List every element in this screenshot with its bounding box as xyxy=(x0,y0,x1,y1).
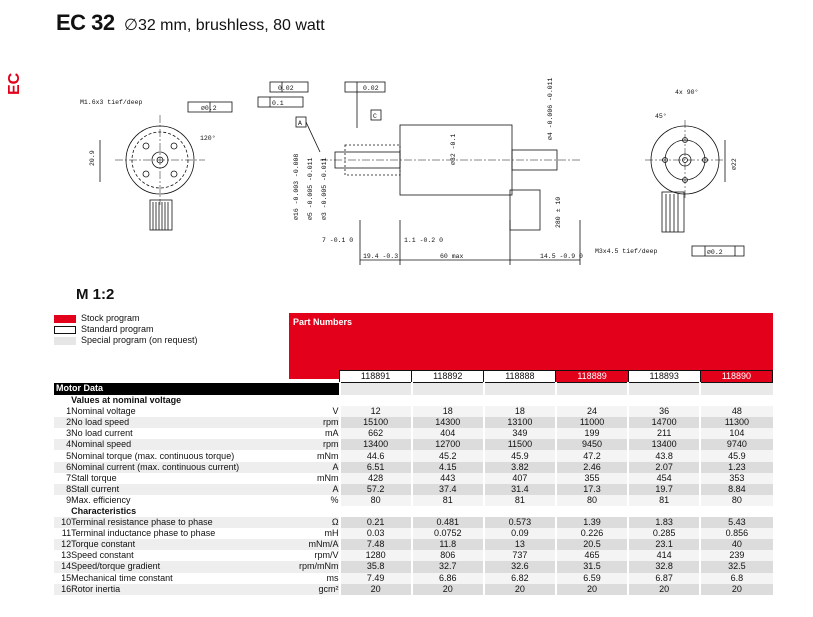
row-value: 13400 xyxy=(628,439,700,450)
row-value: 428 xyxy=(340,473,412,484)
table-row xyxy=(54,406,773,417)
spacer-cell xyxy=(556,395,628,406)
row-value: 0.285 xyxy=(628,528,700,539)
row-value: 6.86 xyxy=(412,573,484,584)
page-subtitle: ∅32 mm, brushless, 80 watt xyxy=(124,17,325,34)
spacer-cell xyxy=(71,371,279,383)
row-value: 1280 xyxy=(340,550,412,561)
row-unit: rpm xyxy=(279,417,340,428)
body-dia-label: ∅32 -0.1 xyxy=(450,133,457,165)
row-value: 40 xyxy=(700,539,772,550)
len1-label: 7 -0.1 0 xyxy=(322,237,354,244)
row-unit: V xyxy=(332,406,339,417)
row-value: 104 xyxy=(700,428,772,439)
row-value: 7.49 xyxy=(340,573,412,584)
side-tag: EC xyxy=(6,72,23,95)
row-value: 8.84 xyxy=(700,484,772,495)
row-value: 407 xyxy=(484,473,556,484)
row-value: 6.59 xyxy=(556,573,628,584)
runout-label: 0.02 xyxy=(278,85,294,92)
row-unit: rpm/mNm xyxy=(279,561,340,572)
legend-item-standard xyxy=(54,324,198,335)
row-value: 17.3 xyxy=(556,484,628,495)
table-row xyxy=(54,428,773,439)
section-title: Characteristics xyxy=(71,505,137,516)
row-number: 10 xyxy=(54,517,71,528)
row-value: 47.2 xyxy=(556,450,628,461)
row-value: 32.8 xyxy=(628,561,700,572)
spacer-cell xyxy=(412,395,484,406)
row-value: 31.4 xyxy=(484,484,556,495)
row-value: 24 xyxy=(556,406,628,417)
row-value: 465 xyxy=(556,550,628,561)
datum-c-label: C xyxy=(373,113,377,120)
row-number: 3 xyxy=(66,428,72,439)
row-unit: A xyxy=(279,484,340,495)
row-value: 45.9 xyxy=(484,450,556,461)
legend-item-stock xyxy=(54,313,198,324)
scale-label: M 1:2 xyxy=(76,286,115,303)
row-unit: gcm² xyxy=(279,584,340,595)
part-number-cell[interactable]: 118888 xyxy=(484,371,556,383)
table-row xyxy=(54,439,773,450)
spacer-cell xyxy=(54,371,71,383)
row-number: 9 xyxy=(66,494,72,505)
spacer-cell xyxy=(556,506,628,517)
legend-swatch-standard xyxy=(54,326,76,334)
shaft2-label: ∅5 -0.005 -0.011 xyxy=(307,157,314,220)
part-number-row xyxy=(54,371,773,383)
row-label: Nominal torque (max. continuous torque) xyxy=(71,450,235,461)
legend-label-special: Special program (on request) xyxy=(81,335,198,345)
row-value: 31.5 xyxy=(556,561,628,572)
row-value: 199 xyxy=(556,428,628,439)
row-number: 4 xyxy=(54,439,71,450)
row-value: 20 xyxy=(556,584,628,595)
legend-swatch-stock xyxy=(54,315,76,323)
part-number-cell[interactable]: 118890 xyxy=(700,371,772,383)
table-row xyxy=(54,517,773,528)
row-value: 7.48 xyxy=(340,539,412,550)
row-value: 4.15 xyxy=(412,462,484,473)
row-value: 18 xyxy=(412,406,484,417)
row-value: 80 xyxy=(340,495,412,506)
header-spacer xyxy=(412,383,484,396)
table-row xyxy=(54,561,773,572)
perp-label: 0.1 xyxy=(272,100,284,107)
row-number: 15 xyxy=(61,572,72,583)
row-unit: ms xyxy=(326,572,339,583)
row-unit: % xyxy=(330,494,339,505)
row-value: 13 xyxy=(484,539,556,550)
row-label: Nominal voltage xyxy=(71,406,136,417)
row-number: 8 xyxy=(54,484,71,495)
row-unit: Ω xyxy=(279,517,340,528)
row-value: 353 xyxy=(700,473,772,484)
header-spacer xyxy=(628,383,700,396)
row-value: 355 xyxy=(556,473,628,484)
row-value: 36 xyxy=(628,406,700,417)
row-value: 5.43 xyxy=(700,517,772,528)
row-value: 454 xyxy=(628,473,700,484)
row-value: 414 xyxy=(628,550,700,561)
row-unit: A xyxy=(279,462,340,473)
len3-label: 19.4 -0.3 xyxy=(363,253,399,260)
row-value: 20 xyxy=(700,584,772,595)
table-row xyxy=(54,528,773,539)
row-value: 6.51 xyxy=(340,462,412,473)
shaft3-label: ∅3 -0.005 -0.011 xyxy=(321,157,328,220)
front-dim-label: 20.9 xyxy=(89,150,96,166)
row-label: Torque constant xyxy=(71,539,279,550)
table-row xyxy=(54,584,773,595)
motor-data-header xyxy=(54,383,773,396)
legend-label-stock: Stock program xyxy=(81,313,140,323)
front-tol-label: ∅0.2 xyxy=(201,105,217,112)
row-value: 2.07 xyxy=(628,462,700,473)
row-value: 6.8 xyxy=(700,573,772,584)
row-value: 1.23 xyxy=(700,462,772,473)
table-row xyxy=(54,573,773,584)
row-value: 1.83 xyxy=(628,517,700,528)
part-number-cell[interactable]: 118892 xyxy=(412,371,484,383)
row-unit: mNm xyxy=(317,472,339,483)
row-value: 1.39 xyxy=(556,517,628,528)
row-value: 44.6 xyxy=(340,450,412,461)
rear-note-label: M3x4.5 tief/deep xyxy=(595,248,658,255)
row-value: 737 xyxy=(484,550,556,561)
spacer-cell xyxy=(628,506,700,517)
row-value: 32.6 xyxy=(484,561,556,572)
row-label: Terminal inductance phase to phase xyxy=(71,528,216,539)
spacer-cell xyxy=(340,506,412,517)
row-value: 80 xyxy=(700,495,772,506)
header-spacer xyxy=(340,383,412,396)
row-value: 32.7 xyxy=(412,561,484,572)
spacer-cell xyxy=(340,395,412,406)
motor-data-title: Motor Data xyxy=(54,383,340,396)
row-value: 9740 xyxy=(700,439,772,450)
rear-view xyxy=(645,120,744,256)
table-row xyxy=(54,550,773,561)
row-value: 13100 xyxy=(484,417,556,428)
row-value: 11000 xyxy=(556,417,628,428)
spacer-cell xyxy=(484,395,556,406)
rear-shaft-label: ∅4 -0.006 -0.011 xyxy=(547,77,554,140)
front-note-label: M1.6x3 tief/deep xyxy=(80,99,143,106)
row-value: 20 xyxy=(412,584,484,595)
cable-label: 280 ± 10 xyxy=(555,196,562,228)
runout2-label: 0.02 xyxy=(363,85,379,92)
row-value: 0.03 xyxy=(340,528,412,539)
row-label: No load speed xyxy=(71,417,279,428)
part-numbers-title: Part Numbers xyxy=(293,317,353,327)
row-value: 806 xyxy=(412,550,484,561)
rear-angle2-label: 45° xyxy=(655,113,667,120)
row-value: 0.09 xyxy=(484,528,556,539)
len-label: 60 max xyxy=(440,253,464,260)
row-value: 12700 xyxy=(412,439,484,450)
row-value: 0.21 xyxy=(340,517,412,528)
legend-swatch-special xyxy=(54,337,76,345)
row-value: 37.4 xyxy=(412,484,484,495)
header-spacer xyxy=(700,383,772,396)
front-angle-label: 120° xyxy=(200,135,216,142)
row-unit: rpm xyxy=(279,439,340,450)
row-number: 14 xyxy=(54,561,71,572)
row-value: 35.8 xyxy=(340,561,412,572)
row-value: 14700 xyxy=(628,417,700,428)
table-row xyxy=(54,473,773,484)
row-value: 13400 xyxy=(340,439,412,450)
legend-item-special xyxy=(54,335,198,346)
row-label: Speed constant xyxy=(71,550,134,561)
row-value: 81 xyxy=(484,495,556,506)
table-row xyxy=(54,417,773,428)
table-row xyxy=(54,495,773,506)
rear-tol-label: ∅0.2 xyxy=(707,249,723,256)
row-label: Speed/torque gradient xyxy=(71,561,279,572)
row-number: 11 xyxy=(61,528,72,539)
row-value: 18 xyxy=(484,406,556,417)
row-value: 80 xyxy=(556,495,628,506)
row-number: 5 xyxy=(66,450,72,461)
row-value: 20 xyxy=(628,584,700,595)
section-title: Values at nominal voltage xyxy=(71,395,182,406)
row-value: 0.0752 xyxy=(412,528,484,539)
row-unit: mA xyxy=(325,428,339,439)
row-number: 6 xyxy=(54,462,71,473)
row-value: 0.481 xyxy=(412,517,484,528)
row-value: 23.1 xyxy=(628,539,700,550)
row-number: 16 xyxy=(54,584,71,595)
row-value: 404 xyxy=(412,428,484,439)
row-value: 12 xyxy=(340,406,412,417)
row-value: 11.8 xyxy=(412,539,484,550)
row-number: 2 xyxy=(54,417,71,428)
row-value: 20.5 xyxy=(556,539,628,550)
table-row xyxy=(54,450,773,461)
row-value: 81 xyxy=(412,495,484,506)
row-value: 19.7 xyxy=(628,484,700,495)
row-label: Max. efficiency xyxy=(71,494,131,505)
row-value: 6.82 xyxy=(484,573,556,584)
header-spacer xyxy=(484,383,556,396)
row-value: 662 xyxy=(340,428,412,439)
row-value: 11500 xyxy=(484,439,556,450)
row-value: 43.8 xyxy=(628,450,700,461)
row-value: 11300 xyxy=(700,417,772,428)
row-label: Mechanical time constant xyxy=(71,572,173,583)
row-value: 0.226 xyxy=(556,528,628,539)
len4-label: 14.5 -0.9 0 xyxy=(540,253,583,260)
row-unit: rpm/V xyxy=(314,550,339,561)
row-label: Stall current xyxy=(71,484,279,495)
spacer-cell xyxy=(700,506,772,517)
row-value: 239 xyxy=(700,550,772,561)
section-title-row xyxy=(54,506,773,517)
motor-data-table xyxy=(54,370,773,595)
spacer-cell xyxy=(484,506,556,517)
shaft1-label: ∅16 -0.003 -0.008 xyxy=(293,153,300,220)
row-value: 6.87 xyxy=(628,573,700,584)
row-value: 48 xyxy=(700,406,772,417)
row-value: 349 xyxy=(484,428,556,439)
row-value: 2.46 xyxy=(556,462,628,473)
part-number-cell[interactable]: 118891 xyxy=(340,371,412,383)
row-value: 0.856 xyxy=(700,528,772,539)
legend xyxy=(54,313,198,346)
table-row xyxy=(54,539,773,550)
row-label: Rotor inertia xyxy=(71,584,279,595)
row-number: 13 xyxy=(61,550,72,561)
row-value: 443 xyxy=(412,473,484,484)
datum-a-label: A xyxy=(298,120,302,127)
row-label: Nominal speed xyxy=(71,439,279,450)
row-value: 3.82 xyxy=(484,462,556,473)
rear-dia-label: ∅22 xyxy=(731,158,738,170)
row-value: 14300 xyxy=(412,417,484,428)
row-label: Stall torque xyxy=(71,472,117,483)
legend-label-standard: Standard program xyxy=(81,324,154,334)
row-label: Terminal resistance phase to phase xyxy=(71,517,279,528)
row-value: 9450 xyxy=(556,439,628,450)
header-spacer xyxy=(556,383,628,396)
row-value: 20 xyxy=(340,584,412,595)
row-unit: mH xyxy=(324,528,339,539)
spacer-cell xyxy=(54,506,71,517)
row-value: 20 xyxy=(484,584,556,595)
spacer-cell xyxy=(279,371,340,383)
part-number-cell[interactable]: 118889 xyxy=(556,371,628,383)
part-number-cell[interactable]: 118893 xyxy=(628,371,700,383)
table-row xyxy=(54,484,773,495)
row-value: 81 xyxy=(628,495,700,506)
row-number: 1 xyxy=(66,406,72,417)
row-value: 45.2 xyxy=(412,450,484,461)
row-unit: mNm/A xyxy=(279,539,340,550)
row-value: 57.2 xyxy=(340,484,412,495)
row-value: 45.9 xyxy=(700,450,772,461)
spacer-cell xyxy=(412,506,484,517)
row-label: No load current xyxy=(71,428,133,439)
row-number: 12 xyxy=(54,539,71,550)
front-view xyxy=(100,102,232,230)
row-number: 7 xyxy=(66,472,72,483)
spacer-cell xyxy=(700,395,772,406)
len2-label: 1.1 -0.2 0 xyxy=(404,237,444,244)
row-value: 32.5 xyxy=(700,561,772,572)
spacer-cell xyxy=(628,395,700,406)
rear-angle1-label: 4x 90° xyxy=(675,89,699,96)
row-value: 211 xyxy=(628,428,700,439)
row-value: 0.573 xyxy=(484,517,556,528)
technical-drawing xyxy=(60,70,760,270)
table-row xyxy=(54,462,773,473)
row-unit: mNm xyxy=(317,450,339,461)
page-title: EC 32 xyxy=(56,10,115,35)
spacer-cell xyxy=(54,395,71,406)
section-title-row xyxy=(54,395,773,406)
row-label: Nominal current (max. continuous current) xyxy=(71,462,279,473)
row-value: 15100 xyxy=(340,417,412,428)
